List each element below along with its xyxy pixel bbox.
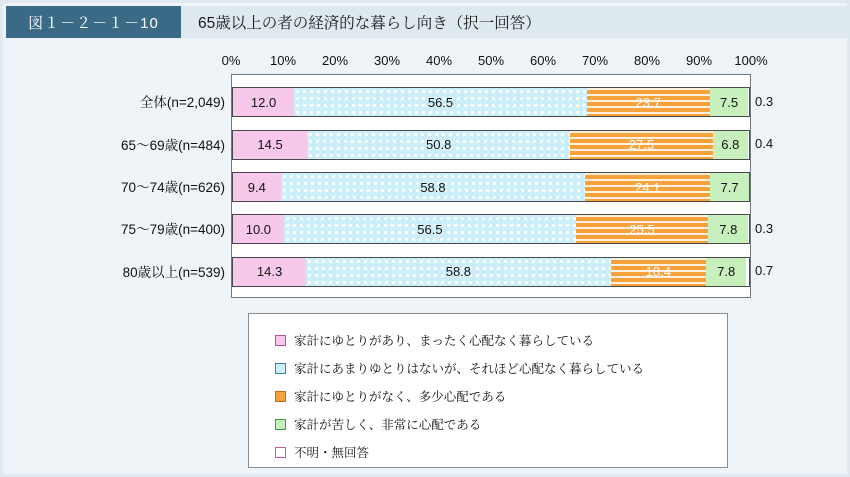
x-tick-9: 90%: [685, 53, 713, 68]
stacked-bar-row: [232, 172, 750, 202]
bar-segment: 7.8: [708, 214, 748, 244]
category-label: 70～74歳(n=626): [121, 180, 225, 195]
bar-segment: 7.5: [710, 87, 749, 117]
stacked-bar-row: [232, 257, 750, 287]
legend-color-key: [275, 419, 286, 430]
bar-segment: 7.8: [706, 257, 746, 287]
x-axis-tick-labels: [221, 53, 768, 71]
stacked-bar-row: [232, 214, 750, 244]
value-label-outside: 0.3: [755, 220, 774, 236]
bar-segment: 27.5: [570, 130, 712, 160]
category-label: 全体(n=2,049): [139, 95, 225, 111]
legend-color-key: [275, 391, 286, 402]
legend-item: [275, 410, 727, 438]
bar-segment: 10.0: [232, 214, 284, 244]
stacked-bar-row: [232, 87, 750, 117]
bar-segment: 56.5: [284, 214, 576, 244]
legend-color-key: [275, 335, 286, 346]
legend-label: 不明・無回答: [294, 446, 370, 460]
bar-segment: 7.7: [710, 172, 750, 202]
bar-segment: 18.4: [611, 257, 706, 287]
x-tick-6: 60%: [529, 53, 557, 68]
bar-segment: 6.8: [713, 130, 748, 160]
figure-number-tab: 図１－２－１－10: [6, 6, 181, 38]
stacked-bar-row: [232, 130, 750, 160]
bar-segment: 14.3: [232, 257, 306, 287]
bar-segment: 25.5: [576, 214, 708, 244]
x-tick-7: 70%: [581, 53, 609, 68]
legend-label: 家計が苦しく、非常に心配である: [294, 418, 482, 432]
category-label: 80歳以上(n=539): [122, 264, 225, 280]
bar-segment: [748, 214, 750, 244]
legend-label: 家計にあまりゆとりはないが、それほど心配なく暮らしている: [294, 362, 645, 376]
page-title: 65歳以上の者の経済的な暮らし向き（択一回答）: [198, 15, 541, 32]
x-tick-5: 50%: [477, 53, 505, 68]
bar-segment: 9.4: [232, 172, 281, 202]
value-label-outside: 0.7: [755, 263, 774, 279]
legend-item: [275, 354, 727, 382]
bar-segment: 24.1: [585, 172, 710, 202]
chart-legend: [248, 313, 728, 468]
x-tick-8: 80%: [633, 53, 661, 68]
bar-segment: 12.0: [232, 87, 294, 117]
category-label: 75～79歳(n=400): [121, 222, 225, 238]
figure-header: [6, 6, 850, 38]
x-tick-0: 0%: [221, 53, 241, 68]
x-tick-3: 30%: [373, 53, 401, 68]
chart-plot-area: [231, 74, 751, 298]
x-tick-1: 10%: [269, 53, 297, 68]
legend-label: 家計にゆとりがあり、まったく心配なく暮らしている: [294, 334, 595, 348]
legend-item: [275, 438, 727, 466]
bar-segment: 58.8: [306, 257, 611, 287]
x-tick-4: 40%: [425, 53, 453, 68]
bar-segment: 58.8: [281, 172, 586, 202]
bar-segment: 23.7: [587, 87, 710, 117]
bar-segment: 56.5: [294, 87, 587, 117]
value-label-outside: 0.4: [755, 136, 774, 152]
value-label-outside: 0.3: [755, 93, 774, 109]
legend-label: 家計にゆとりがなく、多少心配である: [294, 390, 507, 404]
legend-color-key: [275, 363, 286, 374]
bar-segment: 50.8: [307, 130, 570, 160]
legend-item: [275, 382, 727, 410]
legend-color-key: [275, 447, 286, 458]
bar-segment: [746, 257, 750, 287]
bar-segment: [748, 87, 750, 117]
x-tick-10: 100%: [734, 53, 768, 68]
legend-item: [275, 326, 727, 354]
bar-segment: [748, 130, 750, 160]
bar-segment: 14.5: [232, 130, 307, 160]
x-tick-2: 20%: [321, 53, 349, 68]
category-label: 65～69歳(n=484): [121, 137, 225, 153]
